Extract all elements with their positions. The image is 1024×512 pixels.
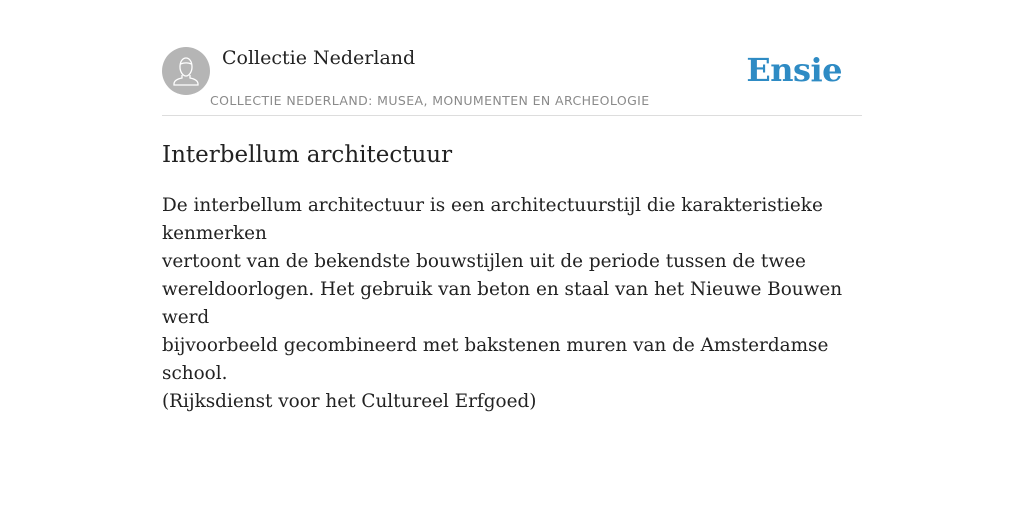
- page-title: Interbellum architectuur: [162, 142, 453, 168]
- ensie-logo[interactable]: Ensie: [746, 51, 842, 89]
- definition-card: [162, 0, 862, 412]
- user-avatar-icon[interactable]: [162, 47, 210, 95]
- author-name[interactable]: Collectie Nederland: [222, 47, 416, 69]
- definition-text: De interbellum architectuur is een architectuurstijl die karakteristieke kenmerken vertoont van de bekendste bouwstijlen uit de periode tussen de twee wereldoorlogen. Het gebruik van beton en staal van het Nieuwe Bouwen werd bijvoorbeeld gecombineerd met bakstenen muren van de Amsterdamse school. (Rijksdienst voor het Cultureel Erfgoed): [162, 195, 843, 412]
- card-header: [162, 0, 862, 116]
- author-subtitle: COLLECTIE NEDERLAND: MUSEA, MONUMENTEN EN ARCHEOLOGIE: [210, 93, 650, 108]
